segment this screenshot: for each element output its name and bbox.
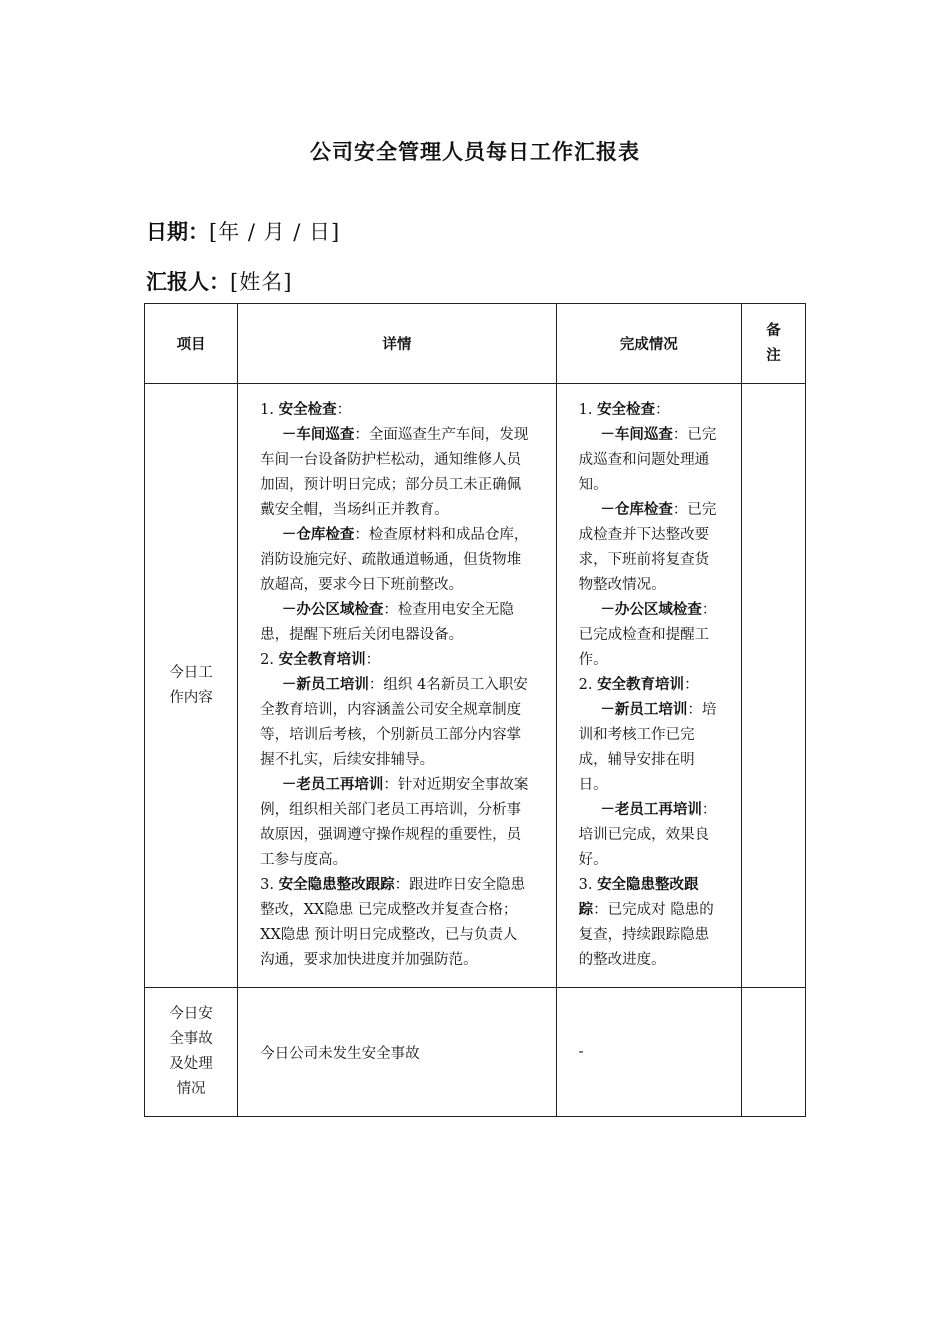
item-text: 培训和考核工作已完成，辅导安排在明日。 bbox=[578, 702, 717, 793]
list-item bbox=[260, 398, 531, 423]
item-separator: ： bbox=[672, 427, 688, 443]
page-title: 公司安全管理人员每日工作汇报表 bbox=[310, 140, 640, 164]
item-number: 1. bbox=[578, 402, 598, 418]
item-number: 3. bbox=[578, 877, 598, 893]
list-item bbox=[579, 873, 719, 973]
list-item bbox=[579, 398, 719, 423]
item-text: 跟进昨日安全隐患整改，XX隐患 已完成整改并复查合格；XX隐患 预计明日完成整改，已与负责人沟通，要求加快进度并加强防范。 bbox=[260, 877, 526, 968]
work-status-cell[interactable] bbox=[556, 384, 741, 988]
item-number: 2. bbox=[578, 677, 598, 693]
sub-item bbox=[579, 798, 719, 873]
list-item bbox=[579, 673, 719, 698]
item-title: 安全隐患整改跟踪 bbox=[578, 877, 699, 918]
row-label-accident: 今日安全事故及处理情况 bbox=[145, 988, 238, 1117]
work-detail-cell[interactable] bbox=[238, 384, 556, 988]
sub-item bbox=[579, 498, 719, 598]
accident-status-cell[interactable]: - bbox=[556, 988, 741, 1117]
item-text: 培训已完成，效果良好。 bbox=[578, 827, 710, 868]
work-remark-cell[interactable] bbox=[741, 384, 805, 988]
item-title: －新员工培训 bbox=[600, 702, 688, 718]
item-text: 已完成对 隐患的复查，持续跟踪隐患的整改进度。 bbox=[578, 902, 714, 968]
item-text: 针对近期安全事故案例，组织相关部门老员工再培训，分析事故原因，强调遵守操作规程的重要性，员工参与度高。 bbox=[260, 777, 529, 868]
sub-item bbox=[579, 423, 719, 498]
item-separator: ： bbox=[701, 602, 717, 618]
list-item bbox=[260, 648, 531, 673]
item-title: －仓库检查 bbox=[281, 527, 355, 543]
date-value[interactable]: [年 / 月 / 日] bbox=[209, 220, 341, 244]
item-text: 已完成巡查和问题处理通知。 bbox=[578, 427, 717, 493]
item-title: －办公区域检查 bbox=[600, 602, 702, 618]
item-separator: ： bbox=[593, 902, 608, 918]
item-separator: ： bbox=[394, 877, 410, 893]
work-status-list bbox=[579, 398, 719, 973]
header-item: 项目 bbox=[145, 304, 238, 384]
header-status: 完成情况 bbox=[556, 304, 741, 384]
item-title: －车间巡查 bbox=[600, 427, 673, 443]
header-remark-line2: 注 bbox=[766, 347, 781, 364]
item-separator: ： bbox=[701, 802, 717, 818]
date-label: 日期： bbox=[146, 220, 209, 244]
accident-detail-cell[interactable]: 今日公司未发生安全事故 bbox=[238, 988, 556, 1117]
item-number: 2. bbox=[260, 652, 279, 668]
item-separator: ： bbox=[368, 677, 384, 693]
item-text: 检查原材料和成品仓库，消防设施完好、疏散通道畅通，但货物堆放超高，要求今日下班前整改。 bbox=[260, 527, 529, 593]
reporter-line bbox=[146, 266, 292, 296]
item-title: 安全隐患整改跟踪 bbox=[278, 877, 395, 893]
item-separator: ： bbox=[365, 652, 381, 668]
reporter-value[interactable]: [姓名] bbox=[230, 270, 293, 294]
report-table bbox=[144, 303, 806, 1117]
item-title: －车间巡查 bbox=[281, 427, 355, 443]
reporter-label: 汇报人： bbox=[146, 270, 230, 294]
item-title: －办公区域检查 bbox=[281, 602, 384, 618]
sub-item bbox=[579, 698, 719, 798]
table-row bbox=[145, 384, 806, 988]
item-separator: ： bbox=[672, 502, 688, 518]
item-text: 全面巡查生产车间，发现车间一台设备防护栏松动，通知维修人员加固，预计明日完成；部分员工未正确佩戴安全帽，当场纠正并教育。 bbox=[260, 427, 529, 518]
item-text: 已完成检查和提醒工作。 bbox=[578, 627, 710, 668]
item-number: 1. bbox=[260, 402, 279, 418]
item-separator: ： bbox=[354, 427, 369, 443]
header-remark-line1: 备 bbox=[766, 322, 781, 339]
item-number: 3. bbox=[260, 877, 279, 893]
table-row bbox=[145, 988, 806, 1117]
list-item bbox=[260, 873, 531, 973]
item-title: －老员工再培训 bbox=[281, 777, 384, 793]
item-separator: ： bbox=[687, 702, 702, 718]
item-title: －新员工培训 bbox=[281, 677, 369, 693]
item-title: －老员工再培训 bbox=[600, 802, 702, 818]
item-title: 安全教育培训 bbox=[597, 677, 685, 693]
item-separator: ： bbox=[383, 777, 398, 793]
sub-item bbox=[260, 423, 531, 523]
item-separator: ： bbox=[684, 677, 699, 693]
sub-item bbox=[260, 523, 531, 598]
item-text: 组织 4名新员工入职安全教育培训，内容涵盖公司安全规章制度等，培训后考核，个别新员工部分内容掌握不扎实，后续安排辅导。 bbox=[260, 677, 528, 768]
sub-item bbox=[260, 673, 531, 773]
item-separator: ： bbox=[336, 402, 352, 418]
item-title: －仓库检查 bbox=[600, 502, 673, 518]
header-remark bbox=[741, 304, 805, 384]
item-separator: ： bbox=[354, 527, 369, 543]
work-detail-list bbox=[260, 398, 531, 973]
row-label-work: 今日工作内容 bbox=[145, 384, 238, 988]
item-text: 已完成检查并下达整改要求，下班前将复查货物整改情况。 bbox=[578, 502, 717, 593]
date-line bbox=[146, 216, 340, 246]
header-detail: 详情 bbox=[238, 304, 556, 384]
item-title: 安全检查 bbox=[597, 402, 656, 418]
item-title: 安全教育培训 bbox=[278, 652, 366, 668]
accident-remark-cell[interactable] bbox=[741, 988, 805, 1117]
item-title: 安全检查 bbox=[278, 402, 337, 418]
item-separator: ： bbox=[655, 402, 670, 418]
item-separator: ： bbox=[383, 602, 398, 618]
sub-item bbox=[260, 773, 531, 873]
item-text: 检查用电安全无隐患，提醒下班后关闭电器设备。 bbox=[260, 602, 514, 643]
sub-item bbox=[579, 598, 719, 673]
table-header-row bbox=[145, 304, 806, 384]
sub-item bbox=[260, 598, 531, 648]
